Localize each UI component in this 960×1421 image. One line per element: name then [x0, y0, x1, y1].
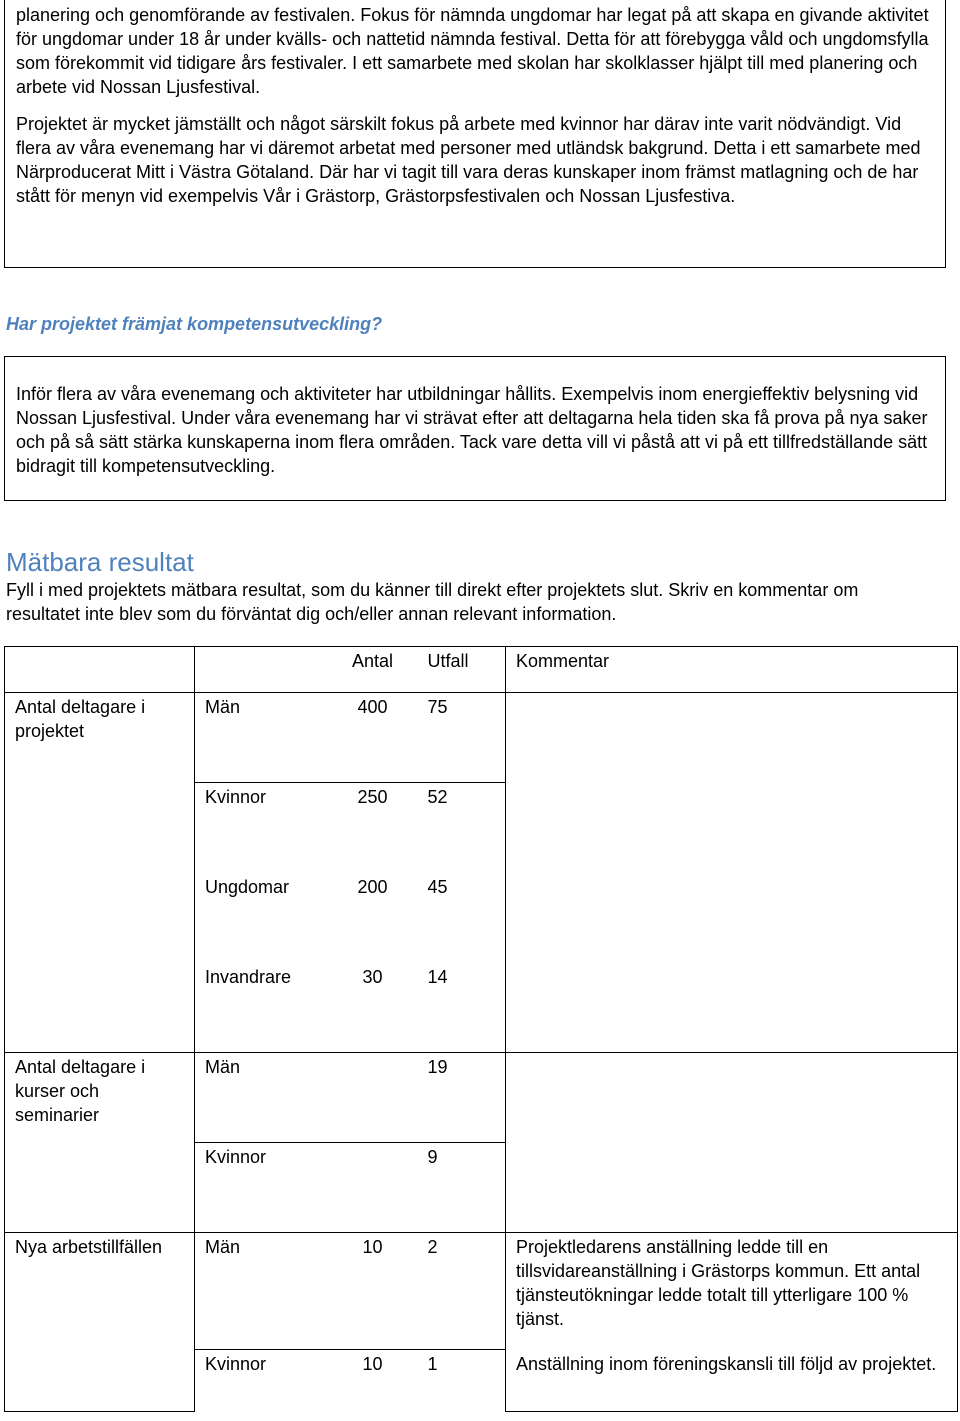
utfall-cell: 9: [427, 1147, 438, 1167]
category-cell: Kvinnor: [205, 787, 267, 807]
group-label: Antal deltagare i kurser och seminarier: [5, 1053, 195, 1233]
question-heading: Har projektet främjat kompetensutveckling?: [6, 314, 383, 334]
results-table: [4, 646, 958, 1412]
utfall-cell: 75: [418, 693, 506, 783]
antal-cell: 250: [357, 787, 388, 807]
comment-cell: [506, 693, 958, 1053]
paragraph: Inför flera av våra evenemang och aktiviteter har utbildningar hållits. Exempelvis inom energieffektiv belysning vid Nossan Ljusfestival. Under våra evenemang har vi strävat efter att deltagarna hela tiden ska få prova på nya saker och på så sätt stärka kunskaperna inom flera områden. Tack vare detta vill vi påstå att vi på ett tillfredställande sätt bidragit till kompetensutveckling.: [16, 384, 928, 476]
utfall-cell: 14: [427, 966, 448, 987]
table-row: [5, 693, 958, 783]
antal-cell: 200: [357, 876, 388, 897]
group-label: Nya arbetstillfällen: [5, 1233, 195, 1412]
category-cell: Män: [195, 1053, 328, 1143]
text-box-competence: [4, 356, 946, 501]
paragraph: Projektet är mycket jämställt och något särskilt fokus på arbete med kvinnor har därav inte varit nödvändigt. Vid flera av våra evenemang har vi däremot arbetat med personer med utländsk bakgrund. Detta i ett samarbete med Närproducerat Mitt i Västra Götaland. Där har vi tagit till vara deras kunskaper inom främst matlagning och de har stått för menyn vid exempelvis Vår i Grästorp, Grästorpsfestivalen och Nossan Ljusfestiva.: [16, 114, 921, 206]
antal-cell: 10: [362, 1354, 383, 1374]
utfall-cell: 45: [427, 876, 448, 897]
antal-cell: 30: [362, 966, 383, 987]
utfall-cell: 52: [427, 787, 448, 807]
category-cell: Ungdomar: [205, 876, 290, 897]
table-header-row: [5, 647, 958, 693]
utfall-cell: 2: [418, 1233, 506, 1350]
intro-text: Fyll i med projektets mätbara resultat, som du känner till direkt efter projektets slut. Skriv en kommentar om resultatet inte blev som du förväntat dig och/eller annan relevant information.: [6, 580, 859, 624]
utfall-cell: 19: [418, 1053, 506, 1143]
table-row: [5, 1053, 958, 1143]
comment-cell: [506, 1053, 958, 1233]
group-label: Antal deltagare i projektet: [5, 693, 195, 1053]
table-row: [5, 1233, 958, 1350]
category-cell: Kvinnor: [205, 1147, 267, 1167]
comment-cell: Anställning inom föreningskansli till följd av projektet.: [506, 1350, 958, 1412]
antal-cell: 400: [328, 693, 418, 783]
antal-cell: [328, 1143, 418, 1233]
paragraph: planering och genomförande av festivalen. Fokus för nämnda ungdomar har legat på att skapa en givande aktivitet för ungdomar under 18 år under kvälls- och nattetid nämnda festival. Detta för att förebygga våld och ungdomsfylla som förekommit vid tidigare års festivaler. I ett samarbete med skolan har skolklasser hjälpt till med planering och arbete vid Nossan Ljusfestival.: [16, 5, 929, 97]
category-cell: Kvinnor: [205, 1354, 267, 1374]
category-cell: Invandrare: [205, 966, 292, 987]
header-antal: Antal: [328, 647, 418, 693]
utfall-cell: 1: [427, 1354, 438, 1374]
antal-cell: 10: [328, 1233, 418, 1350]
category-cell: Män: [195, 1233, 328, 1350]
header-kommentar: Kommentar: [506, 647, 958, 693]
antal-cell: [328, 1053, 418, 1143]
text-box-project-description: [4, 0, 946, 268]
header-utfall: Utfall: [418, 647, 506, 693]
section-heading: Mätbara resultat: [6, 547, 194, 577]
category-cell: Män: [195, 693, 328, 783]
comment-cell: Projektledarens anställning ledde till en tillsvidareanställning i Grästorps kommun. Ett antal tjänsteutökningar ledde totalt till ytterligare 100 % tjänst.: [506, 1233, 958, 1350]
